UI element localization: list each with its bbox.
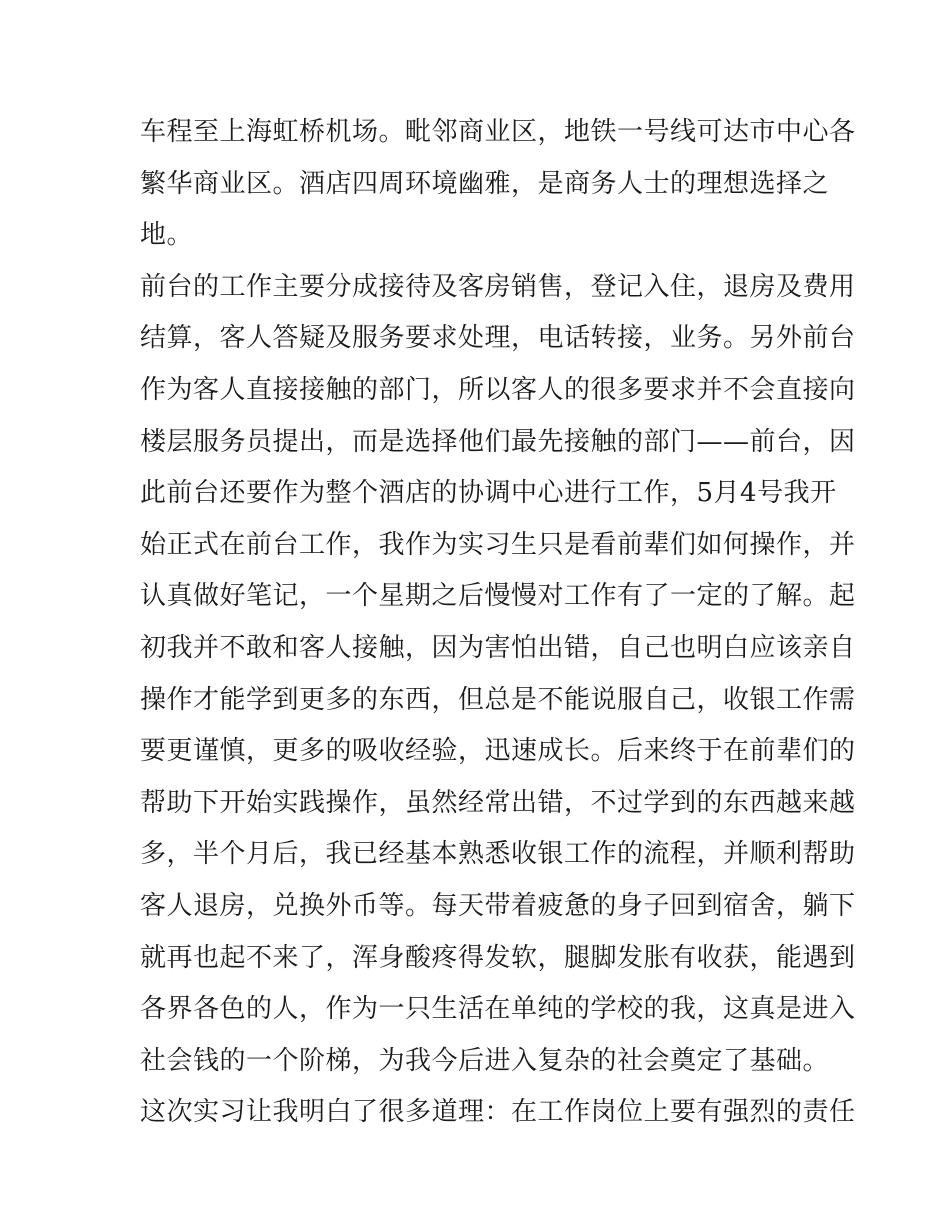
text-line: 多，半个月后，我已经基本熟悉收银工作的流程，并顺利帮助 <box>140 839 856 870</box>
text-line: 此前台还要作为整个酒店的协调中心进行工作，5月4号我开 <box>140 478 837 509</box>
text-line: 结算，客人答疑及服务要求处理，电话转接，业务。另外前台 <box>140 323 856 354</box>
text-line: 各界各色的人，作为一只生活在单纯的学校的我，这真是进入 <box>140 994 856 1025</box>
text-line: 前台的工作主要分成接待及客房销售，登记入住，退房及费用 <box>140 271 856 302</box>
text-line: 认真做好笔记，一个星期之后慢慢对工作有了一定的了解。起 <box>140 581 856 612</box>
text-line: 社会钱的一个阶梯，为我今后进入复杂的社会奠定了基础。 <box>140 1045 830 1076</box>
text-line: 车程至上海虹桥机场。毗邻商业区，地铁一号线可达市中心各 <box>140 117 856 147</box>
body-text <box>140 107 856 1139</box>
text-line: 客人退房，兑换外币等。每天带着疲惫的身子回到宿舍，躺下 <box>140 890 856 921</box>
text-line: 就再也起不来了，浑身酸疼得发软，腿脚发胀有收获，能遇到 <box>140 942 856 973</box>
text-line: 初我并不敢和客人接触，因为害怕出错，自己也明白应该亲自 <box>140 632 856 663</box>
text-line: 楼层服务员提出，而是选择他们最先接触的部门——前台，因 <box>140 426 856 457</box>
text-line: 作为客人直接接触的部门，所以客人的很多要求并不会直接向 <box>140 374 856 405</box>
text-line: 地。 <box>140 220 194 251</box>
text-line: 始正式在前台工作，我作为实习生只是看前辈们如何操作，并 <box>140 529 856 560</box>
text-line: 帮助下开始实践操作，虽然经常出错，不过学到的东西越来越 <box>140 787 856 818</box>
text-line: 繁华商业区。酒店四周环境幽雅，是商务人士的理想选择之 <box>140 168 830 199</box>
text-line: 操作才能学到更多的东西，但总是不能说服自己，收银工作需 <box>140 684 856 715</box>
text-line: 这次实习让我明白了很多道理：在工作岗位上要有强烈的责任 <box>140 1097 856 1128</box>
text-line: 要更谨慎，更多的吸收经验，迅速成长。后来终于在前辈们的 <box>140 736 856 767</box>
